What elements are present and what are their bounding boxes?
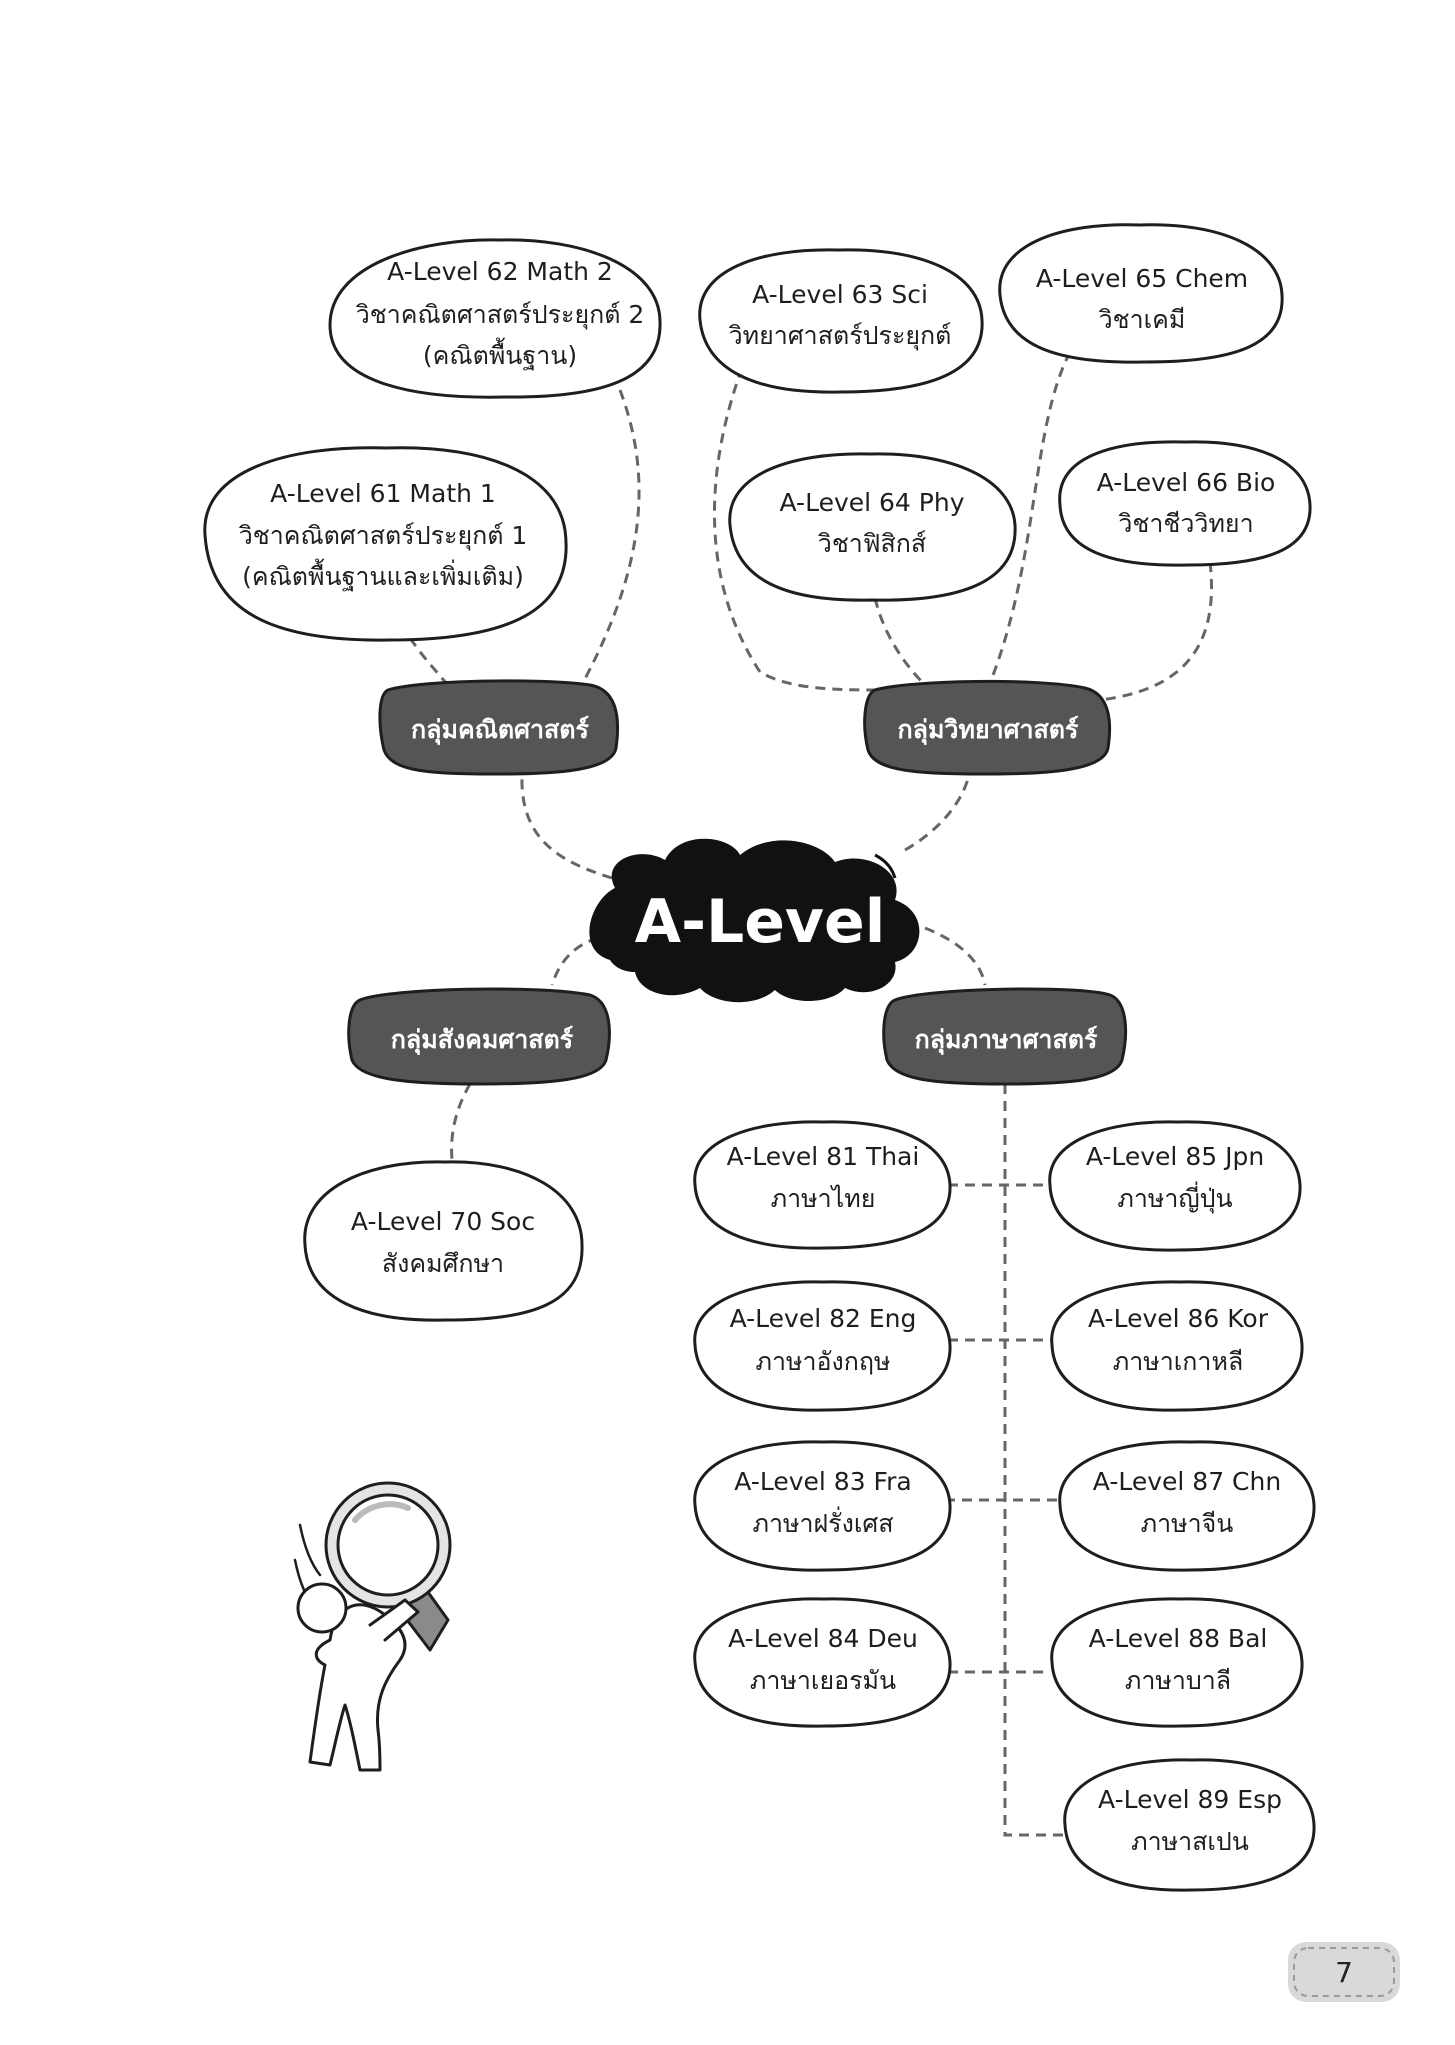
link-social-soc <box>452 1084 470 1160</box>
math2-note: (คณิตพื้นฐาน) <box>422 341 578 370</box>
link-science-phy <box>875 598 925 685</box>
link-math-math1 <box>410 638 450 688</box>
bal-code: A-Level 88 Bal <box>1088 1624 1268 1653</box>
bubble-chem <box>1000 225 1282 362</box>
bio-code: A-Level 66 Bio <box>1096 468 1276 497</box>
center-cloud <box>589 839 919 1002</box>
soc-code: A-Level 70 Soc <box>350 1207 536 1236</box>
math2-title: วิชาคณิตศาสตร์ประยุกต์ 2 <box>355 300 645 329</box>
jpn-code: A-Level 85 Jpn <box>1085 1142 1265 1171</box>
eng-code: A-Level 82 Eng <box>729 1304 917 1333</box>
link-science-bio <box>1100 562 1212 700</box>
deu-title: ภาษาเยอรมัน <box>749 1666 897 1695</box>
bubble-math1 <box>205 448 566 640</box>
bubble-phy <box>730 454 1015 600</box>
center-label: A-Level <box>634 887 886 957</box>
link-center-language <box>925 928 985 985</box>
sci-code: A-Level 63 Sci <box>752 280 928 309</box>
thai-title: ภาษาไทย <box>770 1184 876 1213</box>
sci-title: วิทยาศาสตร์ประยุกต์ <box>728 321 952 350</box>
link-math-math2 <box>580 390 639 688</box>
jpn-title: ภาษาญี่ปุ่น <box>1117 1184 1233 1213</box>
chn-code: A-Level 87 Chn <box>1092 1467 1282 1496</box>
fra-code: A-Level 83 Fra <box>734 1467 912 1496</box>
soc-title: สังคมศึกษา <box>381 1249 505 1278</box>
phy-title: วิชาฟิสิกส์ <box>817 529 927 558</box>
page-number-tab <box>1288 1942 1400 2002</box>
group-science <box>865 681 1110 774</box>
bubble-esp <box>1065 1760 1314 1890</box>
group-social-label: กลุ่มสังคมศาสตร์ <box>390 1025 574 1054</box>
group-language-label: กลุ่มภาษาศาสตร์ <box>914 1025 1098 1054</box>
bio-title: วิชาชีววิทยา <box>1118 509 1254 538</box>
esp-code: A-Level 89 Esp <box>1098 1785 1282 1814</box>
chn-title: ภาษาจีน <box>1140 1509 1234 1538</box>
group-science-label: กลุ่มวิทยาศาสตร์ <box>897 715 1079 744</box>
bubble-jpn <box>1050 1122 1300 1250</box>
bubble-thai <box>695 1122 950 1248</box>
link-center-social <box>552 938 598 985</box>
group-social <box>349 989 610 1084</box>
bubble-sci <box>700 250 982 392</box>
math1-code: A-Level 61 Math 1 <box>270 479 496 508</box>
bubble-soc <box>305 1162 582 1320</box>
math2-code: A-Level 62 Math 2 <box>387 257 613 286</box>
link-center-science <box>905 770 970 850</box>
group-language <box>884 989 1126 1084</box>
deu-code: A-Level 84 Deu <box>728 1624 918 1653</box>
bubble-eng <box>695 1282 950 1410</box>
bubble-bal <box>1052 1599 1302 1726</box>
esp-title: ภาษาสเปน <box>1131 1827 1249 1856</box>
person-with-magnifying-glass-icon <box>295 1483 450 1770</box>
group-math <box>380 681 618 774</box>
fra-title: ภาษาฝรั่งเศส <box>752 1509 894 1538</box>
phy-code: A-Level 64 Phy <box>779 488 965 517</box>
page-number: 7 <box>1335 1956 1353 1989</box>
bubble-deu <box>695 1599 950 1726</box>
bubble-bio <box>1060 442 1310 565</box>
bubble-kor <box>1052 1282 1302 1410</box>
math1-note: (คณิตพื้นฐานและเพิ่มเติม) <box>242 562 524 591</box>
bal-title: ภาษาบาลี <box>1124 1666 1232 1695</box>
group-math-label: กลุ่มคณิตศาสตร์ <box>411 715 589 744</box>
chem-title: วิชาเคมี <box>1098 305 1186 334</box>
eng-title: ภาษาอังกฤษ <box>755 1347 891 1376</box>
bubble-math2 <box>330 240 660 397</box>
thai-code: A-Level 81 Thai <box>726 1142 920 1171</box>
link-center-math <box>522 775 612 878</box>
chem-code: A-Level 65 Chem <box>1035 264 1249 293</box>
kor-title: ภาษาเกาหลี <box>1112 1347 1244 1376</box>
math1-title: วิชาคณิตศาสตร์ประยุกต์ 1 <box>238 521 528 550</box>
bubble-fra <box>695 1442 950 1570</box>
kor-code: A-Level 86 Kor <box>1088 1304 1268 1333</box>
bubble-chn <box>1060 1442 1314 1570</box>
